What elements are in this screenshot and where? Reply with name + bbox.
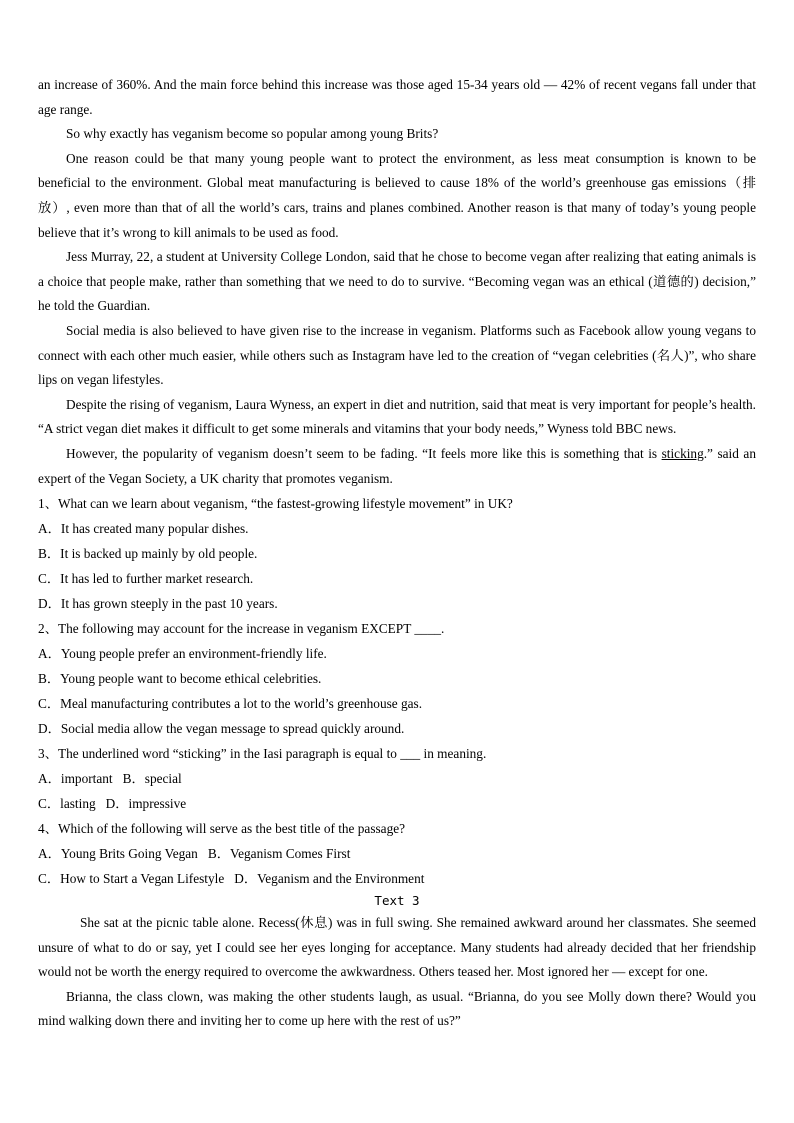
option-b: B．Young people want to become ethical celebrities. bbox=[38, 671, 322, 687]
question-stem: 3、The underlined word “sticking” in the Iasi paragraph is equal to ___ in meaning. bbox=[38, 746, 487, 762]
options-row bbox=[38, 766, 756, 791]
passage-paragraph: So why exactly has veganism become so popular among young Brits? bbox=[66, 126, 439, 142]
question-4 bbox=[38, 816, 756, 891]
option-c: C．lasting bbox=[38, 796, 96, 812]
option-a: A．Young Brits Going Vegan bbox=[38, 846, 198, 862]
option-b: B．Veganism Comes First bbox=[207, 846, 351, 862]
option-d: D．It has grown steeply in the past 10 years. bbox=[38, 596, 278, 612]
question-stem: 1、What can we learn about veganism, “the fastest-growing lifestyle movement” in UK? bbox=[38, 496, 513, 512]
question-1 bbox=[38, 491, 756, 616]
option-d: D．Social media allow the vegan message to spread quickly around. bbox=[38, 721, 405, 737]
passage-paragraph: Despite the rising of veganism, Laura Wyness, an expert in diet and nutrition, said that meat is very important for people’s health. “A strict vegan diet makes it difficult to get some minerals and vitamins that your body needs,” Wyness told BBC news. bbox=[38, 396, 756, 437]
section-heading: Text 3 bbox=[374, 893, 420, 909]
passage-paragraph: Jess Murray, 22, a student at University College London, said that he chose to become vegan after realizing that eating animals is a choice that people make, rather than something that we need to do to survive. “Becoming vegan was an ethical (道德的) decision,” he told the Guardian. bbox=[38, 249, 756, 314]
text-span: .” said an expert of the Vegan Society, a UK charity that promotes veganism. bbox=[38, 445, 756, 486]
passage-paragraph bbox=[38, 442, 756, 491]
document-page bbox=[38, 73, 756, 1034]
question-stem: 2、The following may account for the increase in veganism EXCEPT ____. bbox=[38, 621, 445, 637]
passage-paragraph: Brianna, the class clown, was making the other students laugh, as usual. “Brianna, do you see Molly down there? Would you mind walking down there and inviting her to come up here with the rest of us?” bbox=[38, 988, 756, 1029]
options-row bbox=[38, 841, 756, 866]
options-row bbox=[38, 866, 756, 891]
passage-paragraph: an increase of 360%. And the main force behind this increase was those aged 15-34 years old — 42% of recent vegans fall under that age range. bbox=[38, 77, 756, 117]
option-c: C．It has led to further market research. bbox=[38, 571, 254, 587]
options-row bbox=[38, 791, 756, 816]
question-stem: 4、Which of the following will serve as the best title of the passage? bbox=[38, 821, 406, 837]
question-2 bbox=[38, 616, 756, 741]
option-d: D．impressive bbox=[105, 796, 187, 812]
option-c: C．How to Start a Vegan Lifestyle bbox=[38, 871, 225, 887]
option-b: B．It is backed up mainly by old people. bbox=[38, 546, 258, 562]
passage-paragraph: One reason could be that many young people want to protect the environment, as less meat consumption is known to be beneficial to the environment. Global meat manufacturing is believed to cause 18% of the world’s greenhouse gas emissions（排放）, even more than that of all the world’s cars, trains and planes combined. Another reason is that many of today’s young people believe that it’s wrong to kill animals to be used as food. bbox=[38, 150, 756, 240]
option-a: A．It has created many popular dishes. bbox=[38, 521, 249, 537]
option-a: A．important bbox=[38, 771, 113, 787]
option-a: A．Young people prefer an environment-friendly life. bbox=[38, 646, 327, 662]
passage-paragraph: Social media is also believed to have given rise to the increase in veganism. Platforms such as Facebook allow young vegans to connect with each other much easier, while others such as Instagram have led to the creation of “vegan celebrities (名人)”, who share lips on vegan lifestyles. bbox=[38, 322, 756, 388]
question-3 bbox=[38, 741, 756, 816]
option-d: D．Veganism and the Environment bbox=[234, 871, 425, 887]
underlined-word: sticking bbox=[661, 445, 704, 461]
text-span: However, the popularity of veganism doesn’t seem to be fading. “It feels more like this is something that is bbox=[66, 445, 662, 461]
passage-paragraph: She sat at the picnic table alone. Recess(休息) was in full swing. She remained awkward around her classmates. She seemed unsure of what to do or say, yet I could see her eyes longing for acceptance. Many students had already decided that her friendship would not be worth the energy required to overcome the awkwardness. Others teased her. Most ignored her — except for one. bbox=[38, 915, 756, 980]
option-b: B．special bbox=[122, 771, 182, 787]
option-c: C．Meal manufacturing contributes a lot to the world’s greenhouse gas. bbox=[38, 696, 423, 712]
